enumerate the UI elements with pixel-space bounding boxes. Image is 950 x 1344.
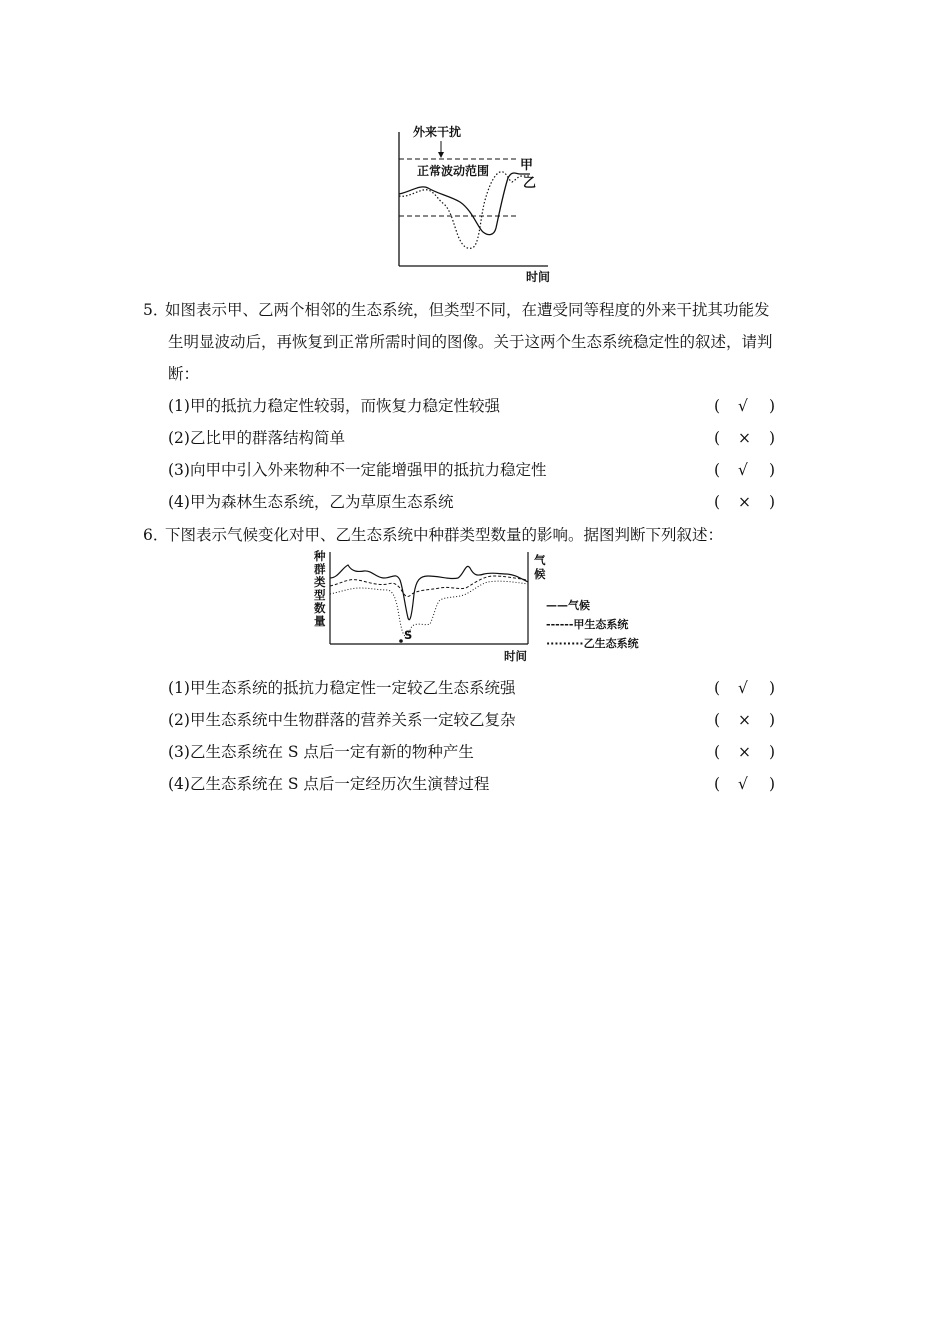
q6-y-label-5: 数 [314, 601, 326, 615]
q6-legend-yi: ·········乙生态系统 [546, 637, 639, 650]
paren-close: ) [769, 461, 776, 479]
paren-open: ( [714, 679, 721, 697]
q6-curve-climate [330, 565, 528, 620]
paren-close: ) [769, 679, 776, 697]
q5-figure-svg [380, 118, 570, 288]
q6-legend-climate: ——气候 [546, 599, 590, 612]
q5-item-4-answer: × [738, 493, 751, 511]
q5-item-1-answer: √ [738, 397, 748, 415]
q6-text: 下图表示气候变化对甲、乙生态系统中种群类型数量的影响。据图判断下列叙述： [165, 526, 724, 544]
q6-item-2-answer: × [738, 711, 751, 729]
q6-stem [143, 519, 723, 551]
q6-y-label-3: 类 [314, 575, 326, 589]
q6-item-3 [168, 736, 780, 768]
q6-y-label-2: 群 [314, 562, 326, 576]
paren-open: ( [714, 461, 721, 479]
paren-close: ) [769, 743, 776, 761]
q6-y-label-6: 量 [314, 614, 326, 628]
paren-close: ) [769, 711, 776, 729]
q5-stem-line1 [143, 294, 770, 326]
q6-item-1 [168, 672, 780, 704]
q6-figure-svg [308, 548, 648, 666]
q6-item-3-answer: × [738, 743, 751, 761]
paren-open: ( [714, 711, 721, 729]
q5-figure [380, 118, 570, 288]
q6-y-label-4: 型 [314, 588, 326, 602]
q5-text-line1: 如图表示甲、乙两个相邻的生态系统，但类型不同，在遭受同等程度的外来干扰其功能发 [165, 301, 770, 319]
paren-close: ) [769, 775, 776, 793]
q5-item-4 [168, 486, 780, 518]
q5-item-3 [168, 454, 780, 486]
q6-x-label: 时间 [504, 649, 527, 663]
paren-open: ( [714, 775, 721, 793]
q6-item-3-text: (3)乙生态系统在 S 点后一定有新的物种产生 [168, 743, 474, 761]
q6-item-1-text: (1)甲生态系统的抵抗力稳定性一定较乙生态系统强 [168, 679, 516, 697]
q5-text-line2: 生明显波动后，再恢复到正常所需时间的图像。关于这两个生态系统稳定性的叙述，请判 [168, 333, 773, 351]
q6-item-4 [168, 768, 780, 800]
q6-figure [308, 548, 648, 666]
q6-curve-jia [330, 576, 528, 596]
q6-item-2-text: (2)甲生态系统中生物群落的营养关系一定较乙复杂 [168, 711, 516, 729]
q5-number: 5． [143, 301, 169, 319]
q6-item-4-text: (4)乙生态系统在 S 点后一定经历次生演替过程 [168, 775, 490, 793]
q5-x-label: 时间 [526, 270, 551, 284]
q5-curve-jia [399, 173, 530, 235]
q5-text-line3: 断： [168, 365, 200, 383]
q5-legend-yi: 乙 [523, 176, 537, 191]
q5-item-3-answer: √ [738, 461, 748, 479]
q5-item-1 [168, 390, 780, 422]
q5-item-4-text: (4)甲为森林生态系统，乙为草原生态系统 [168, 493, 454, 511]
q6-point-s [399, 639, 403, 643]
paren-open: ( [714, 397, 721, 415]
paren-open: ( [714, 429, 721, 447]
paren-close: ) [769, 493, 776, 511]
q6-item-4-answer: √ [738, 775, 748, 793]
paren-open: ( [714, 493, 721, 511]
q5-item-2-answer: × [738, 429, 751, 447]
q5-item-1-text: (1)甲的抵抗力稳定性较弱，而恢复力稳定性较强 [168, 397, 500, 415]
q5-item-2 [168, 422, 780, 454]
q6-item-2 [168, 704, 780, 736]
q6-y-label-1: 种 [314, 549, 326, 563]
q6-y2-label-1: 气 [534, 553, 546, 567]
q6-number: 6． [143, 526, 169, 544]
q5-arrow-head [438, 152, 444, 158]
q5-curve-yi [399, 172, 530, 249]
q5-item-2-text: (2)乙比甲的群落结构简单 [168, 429, 345, 447]
q6-legend-jia: ------甲生态系统 [546, 618, 629, 631]
paren-close: ) [769, 397, 776, 415]
q6-point-s-label: S [404, 628, 413, 642]
q5-range-label: 正常波动范围 [417, 164, 490, 178]
q5-item-3-text: (3)向甲中引入外来物种不一定能增强甲的抵抗力稳定性 [168, 461, 547, 479]
paren-open: ( [714, 743, 721, 761]
q5-top-label: 外来干扰 [413, 125, 462, 139]
q6-item-1-answer: √ [738, 679, 748, 697]
paren-close: ) [769, 429, 776, 447]
q6-y2-label-2: 候 [534, 567, 546, 581]
q5-legend-jia: 甲 [520, 158, 534, 173]
